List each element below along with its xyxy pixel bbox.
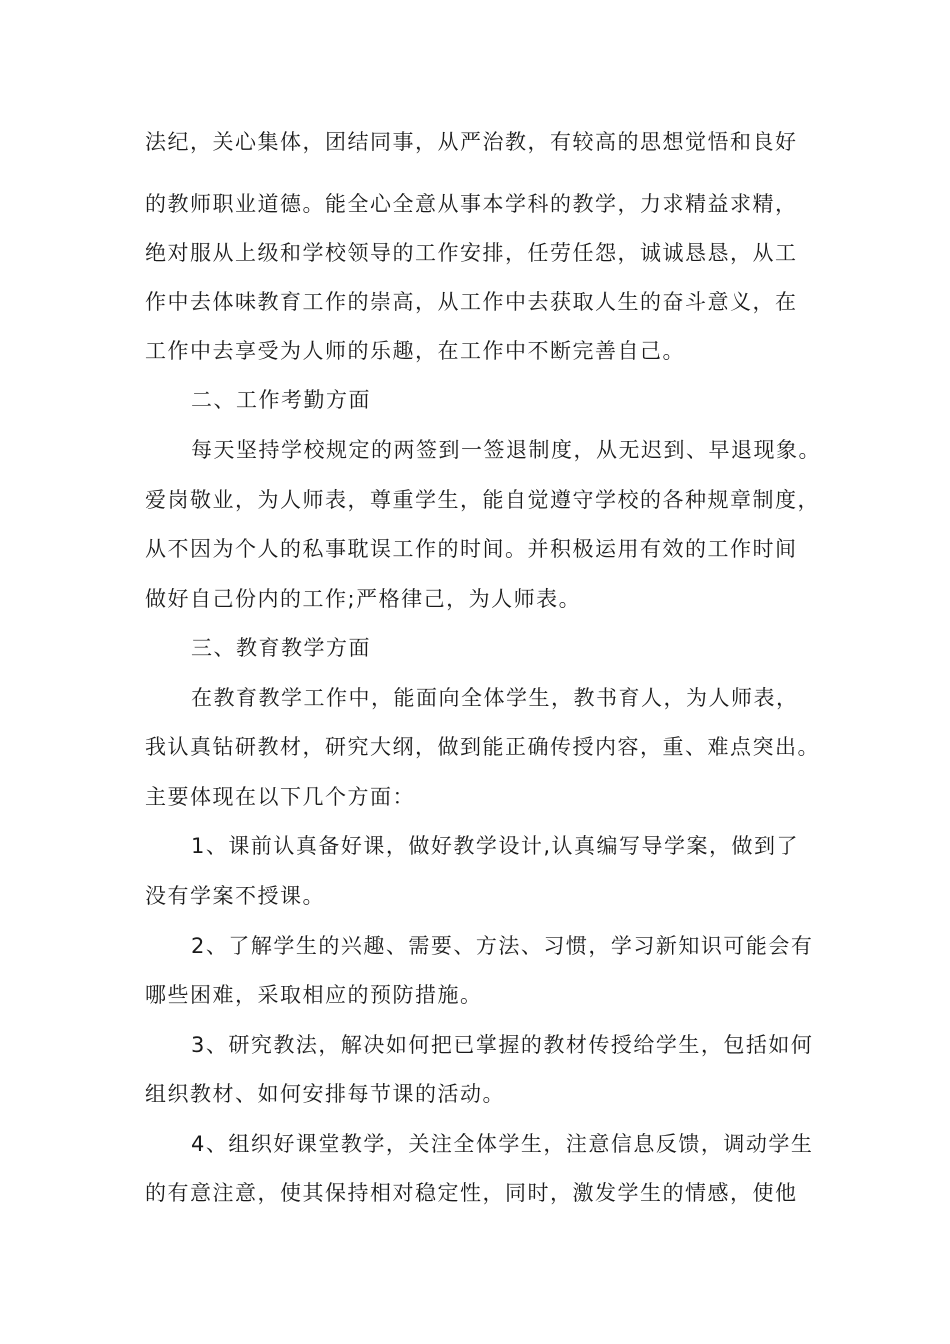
paragraph-line: 做好自己份内的工作;严格律己，为人师表。 bbox=[145, 587, 582, 611]
paragraph-line: 我认真钻研教材，研究大纲，做到能正确传授内容，重、难点突出。 bbox=[145, 735, 820, 759]
paragraph-line: 每天坚持学校规定的两签到一签退制度，从无迟到、早退现象。 bbox=[191, 438, 821, 462]
list-item-line: 2、了解学生的兴趣、需要、方法、习惯，学习新知识可能会有 bbox=[191, 934, 814, 958]
section-heading: 三、教育教学方面 bbox=[191, 636, 371, 660]
section-heading: 二、工作考勤方面 bbox=[191, 388, 371, 412]
list-item-line: 组织教材、如何安排每节课的活动。 bbox=[145, 1082, 505, 1106]
list-item-line: 哪些困难，采取相应的预防措施。 bbox=[145, 983, 483, 1007]
paragraph-line: 绝对服从上级和学校领导的工作安排，任劳任怨，诚诚恳恳，从工 bbox=[145, 241, 798, 265]
paragraph-line: 爱岗敬业，为人师表，尊重学生，能自觉遵守学校的各种规章制度， bbox=[145, 488, 820, 512]
paragraph-line: 从不因为个人的私事耽误工作的时间。并积极运用有效的工作时间 bbox=[145, 537, 798, 561]
list-item-line: 3、研究教法，解决如何把已掌握的教材传授给学生，包括如何 bbox=[191, 1033, 814, 1057]
paragraph-line: 主要体现在以下几个方面： bbox=[145, 785, 415, 809]
paragraph-line: 作中去体味教育工作的崇高，从工作中去获取人生的奋斗意义，在 bbox=[145, 290, 798, 314]
list-item-line: 1、课前认真备好课，做好教学设计,认真编写导学案，做到了 bbox=[191, 834, 800, 858]
paragraph-line: 工作中去享受为人师的乐趣，在工作中不断完善自己。 bbox=[145, 339, 685, 363]
paragraph-line: 的教师职业道德。能全心全意从事本学科的教学，力求精益求精， bbox=[145, 192, 798, 216]
paragraph-line: 法纪，关心集体，团结同事，从严治教，有较高的思想觉悟和良好 bbox=[145, 130, 798, 154]
list-item-line: 没有学案不授课。 bbox=[145, 884, 325, 908]
list-item-line: 4、组织好课堂教学，关注全体学生，注意信息反馈，调动学生 bbox=[191, 1132, 814, 1156]
paragraph-line: 在教育教学工作中，能面向全体学生，教书育人，为人师表， bbox=[191, 686, 799, 710]
list-item-line: 的有意注意，使其保持相对稳定性，同时，激发学生的情感，使他 bbox=[145, 1181, 798, 1205]
